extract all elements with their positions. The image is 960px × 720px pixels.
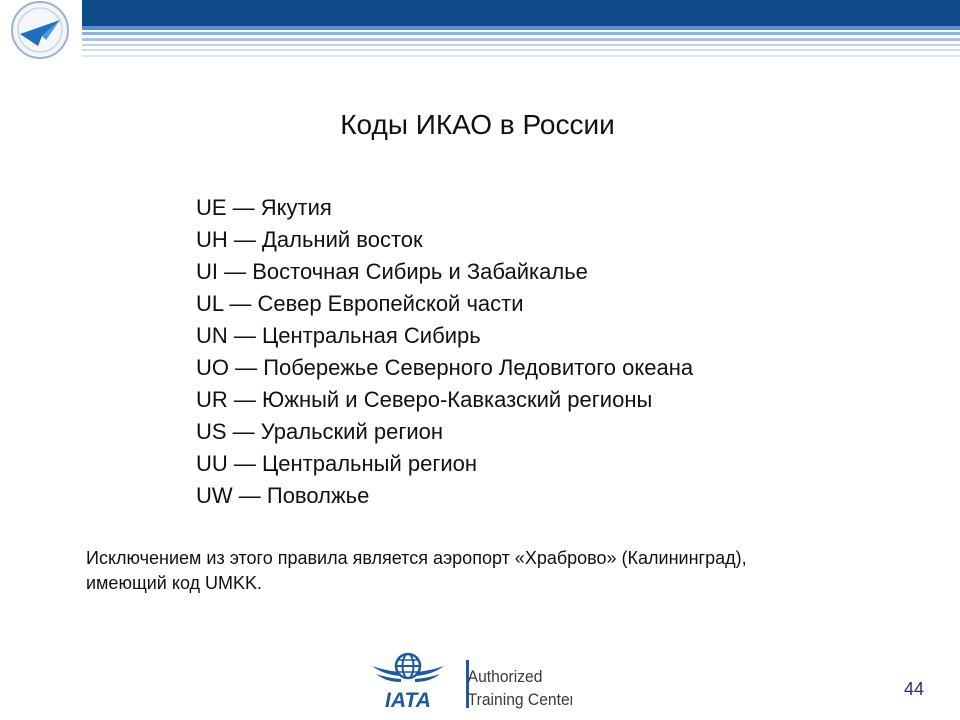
header-stripe <box>82 0 960 26</box>
header-stripe <box>82 26 960 30</box>
tagline-line-2: Training Center <box>467 690 572 710</box>
aviation-emblem-icon <box>2 0 78 64</box>
page-number: 44 <box>904 679 925 699</box>
header-bar <box>82 0 960 64</box>
header-stripe <box>82 38 960 41</box>
icao-code-list <box>196 192 693 512</box>
note-line: имеющий код UMKK. <box>86 573 263 593</box>
list-item: US — Уральский регион <box>196 419 444 444</box>
list-item: UU — Центральный регион <box>196 451 478 476</box>
tagline-line-1: Authorized <box>467 667 543 687</box>
header-stripe <box>82 55 960 57</box>
header-stripe <box>82 49 960 51</box>
list-item: UR — Южный и Северо-Кавказский регионы <box>196 387 653 412</box>
list-item: UO — Побережье Северного Ледовитого океана <box>196 355 694 380</box>
list-item: UN — Центральная Сибирь <box>196 323 481 348</box>
header-stripe <box>82 44 960 46</box>
iata-brand-text: IATA <box>385 689 431 712</box>
list-item: UI — Восточная Сибирь и Забайкалье <box>196 259 588 284</box>
list-item: UE — Якутия <box>196 195 332 220</box>
iata-logo-icon <box>372 646 572 712</box>
note-line: Исключением из этого правила является аэропорт «Храброво» (Калининград), <box>86 548 747 568</box>
header-stripe <box>82 32 960 35</box>
header-logo <box>0 0 82 64</box>
slide-title: Коды ИКАО в России <box>340 109 615 140</box>
exception-note <box>86 546 906 596</box>
list-item: UW — Поволжье <box>196 483 370 508</box>
list-item: UL — Север Европейской части <box>196 291 524 316</box>
list-item: UH — Дальний восток <box>196 227 423 252</box>
iata-footer-logo <box>372 646 572 717</box>
